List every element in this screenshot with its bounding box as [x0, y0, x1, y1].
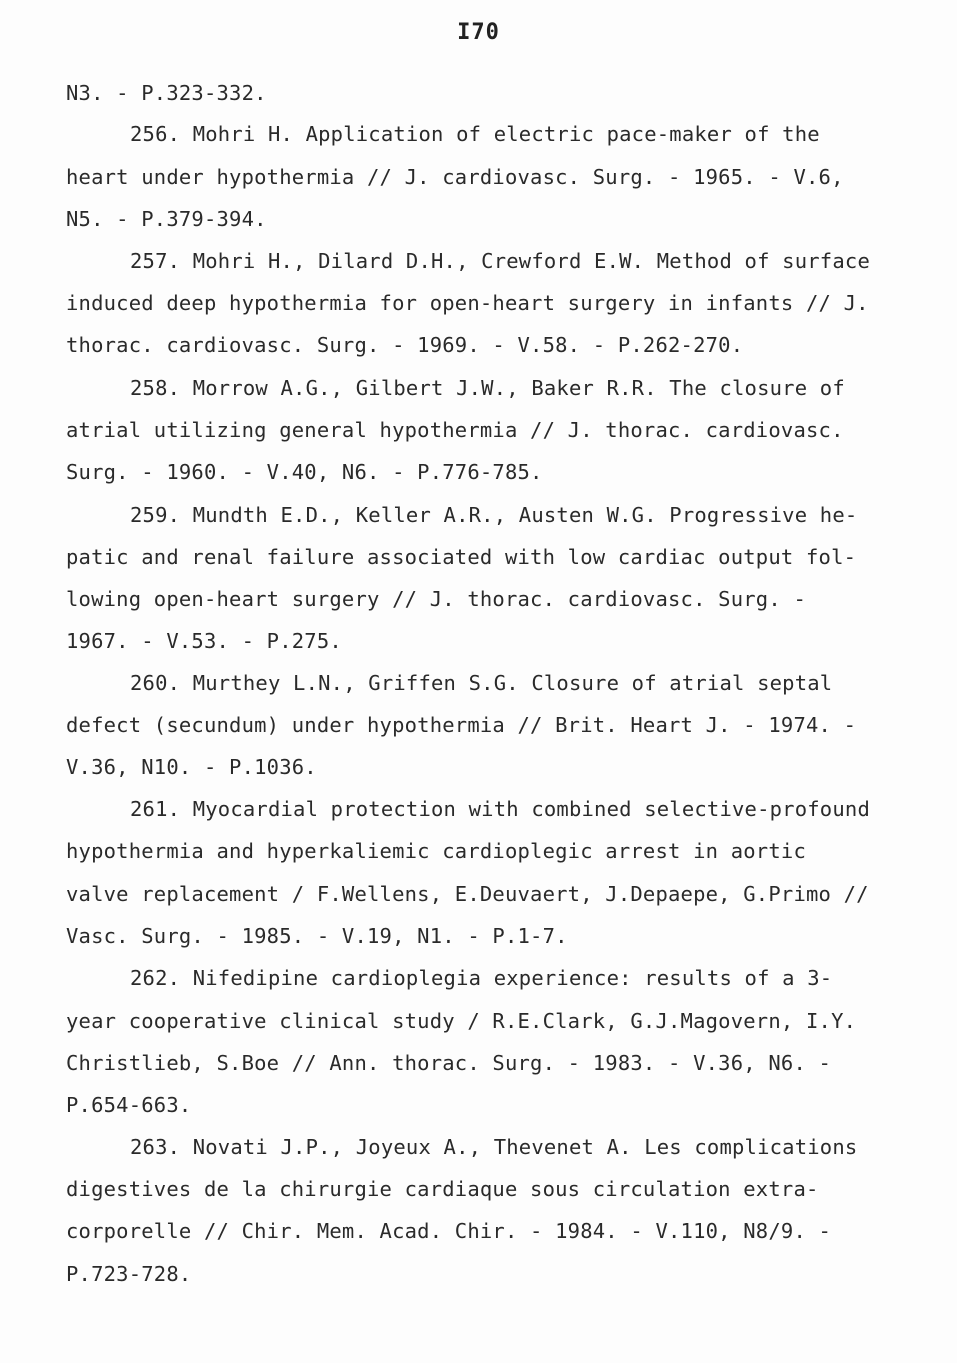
text-line: V.36, N10. - P.1036. [66, 755, 317, 779]
page-number: I70 [457, 20, 500, 45]
text-line: corporelle // Chir. Mem. Acad. Chir. - 1984. - V.110, N8/9. - [66, 1219, 832, 1243]
text-line: atrial utilizing general hypothermia // J. thorac. cardiovasc. [66, 418, 844, 442]
text-line: induced deep hypothermia for open-heart surgery in infants // J. [66, 291, 869, 315]
text-line: valve replacement / F.Wellens, E.Deuvaert, J.Depaepe, G.Primo // [66, 882, 869, 906]
text-line: P.723-728. [66, 1262, 192, 1286]
text-line: Christlieb, S.Boe // Ann. thorac. Surg. - 1983. - V.36, N6. - [66, 1051, 832, 1075]
text-line: 257. Mohri H., Dilard D.H., Crewford E.W. Method of surface [130, 249, 870, 273]
text-line: 263. Novati J.P., Joyeux A., Thevenet A. Les complications [130, 1135, 858, 1159]
text-line: 261. Myocardial protection with combined selective-profound [130, 797, 870, 821]
text-line: thorac. cardiovasc. Surg. - 1969. - V.58. - P.262-270. [66, 333, 744, 357]
text-line: 258. Morrow A.G., Gilbert J.W., Baker R.R. The closure of [130, 376, 845, 400]
text-line: lowing open-heart surgery // J. thorac. cardiovasc. Surg. - [66, 587, 806, 611]
text-line: 256. Mohri H. Application of electric pace-maker of the [130, 122, 820, 146]
text-line: Surg. - 1960. - V.40, N6. - P.776-785. [66, 460, 543, 484]
text-line: 260. Murthey L.N., Griffen S.G. Closure of atrial septal [130, 671, 833, 695]
text-line: P.654-663. [66, 1093, 192, 1117]
text-line: N3. - P.323-332. [66, 81, 267, 105]
text-line: defect (secundum) under hypothermia // Brit. Heart J. - 1974. - [66, 713, 857, 737]
text-line: 262. Nifedipine cardioplegia experience: results of a 3- [130, 966, 833, 990]
text-line: 259. Mundth E.D., Keller A.R., Austen W.G. Progressive he- [130, 503, 858, 527]
text-line: digestives de la chirurgie cardiaque sous circulation extra- [66, 1177, 819, 1201]
text-line: hypothermia and hyperkaliemic cardioplegic arrest in aortic [66, 839, 806, 863]
text-line: year cooperative clinical study / R.E.Clark, G.J.Magovern, I.Y. [66, 1009, 857, 1033]
text-line: patic and renal failure associated with low cardiac output fol- [66, 545, 857, 569]
text-line: N5. - P.379-394. [66, 207, 267, 231]
text-line: 1967. - V.53. - P.275. [66, 629, 342, 653]
text-line: heart under hypothermia // J. cardiovasc. Surg. - 1965. - V.6, [66, 165, 844, 189]
text-line: Vasc. Surg. - 1985. - V.19, N1. - P.1-7. [66, 924, 568, 948]
